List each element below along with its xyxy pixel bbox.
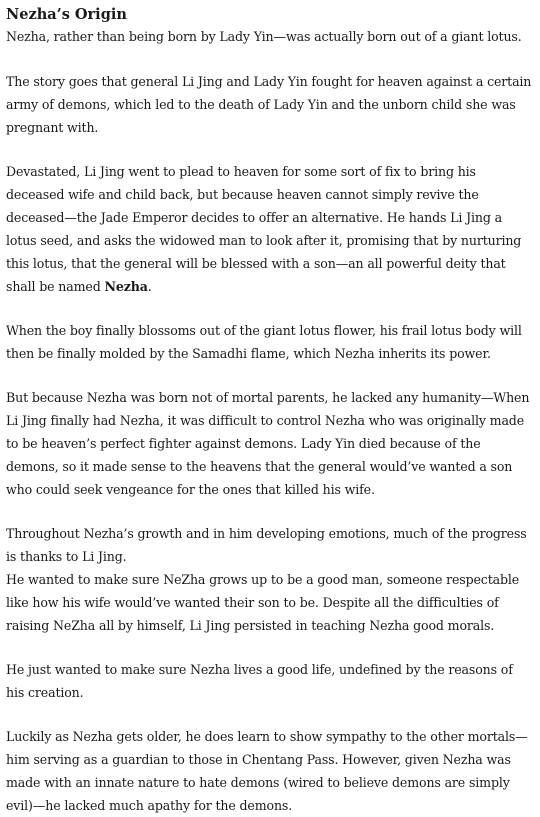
intro-paragraph: Nezha, rather than being born by Lady Yin—was actually born out of a giant lotus. (6, 29, 522, 44)
paragraph-lacked-humanity: But because Nezha was born not of mortal parents, he lacked any humanity—When Li Jing finally had Nezha, it was difficult to control Nezha who was originally made to be heaven’s perfect fighter against demons. Lady Yin died because of the demons, so it made sense to the heavens that the general would’ve wanted a son who could seek vengeance for the ones that killed his wife. (6, 390, 530, 497)
paragraph-lotus-seed (6, 160, 534, 298)
paragraph-samadhi-flame: When the boy finally blossoms out of the giant lotus flower, his frail lotus body will then be finally molded by the Samadhi flame, which Nezha inherits its power. (6, 323, 522, 361)
paragraph-lotus-seed-text: Devastated, Li Jing went to plead to heaven for some sort of fix to bring his deceased wife and child back, but because heaven cannot simply revive the deceased—the Jade Emperor decides to offer an alternative. He hands Li Jing a lotus seed, and asks the widowed man to look after it, promising that by nurturing this lotus, that the general will be blessed with a son—an all powerful deity that shall be named (6, 164, 522, 294)
article-title: Nezha’s Origin (6, 6, 127, 23)
paragraph-story-begins: The story goes that general Li Jing and Lady Yin fought for heaven against a certain army of demons, which led to the death of Lady Yin and the unborn child she was pregnant with. (6, 74, 532, 135)
paragraph-lotus-seed-end: . (147, 279, 152, 294)
paragraph-growth: Throughout Nezha’s growth and in him developing emotions, much of the progress is thanks to Li Jing. (6, 526, 527, 564)
paragraph-good-life: He just wanted to make sure Nezha lives a good life, undefined by the reasons of his creation. (6, 662, 513, 700)
paragraph-sympathy: Luckily as Nezha gets older, he does learn to show sympathy to the other mortals—him serving as a guardian to those in Chentang Pass. However, given Nezha was made with an innate nature to hate demons (wired to believe demons are simply evil)—he lacked much apathy for the demons. (6, 729, 528, 813)
paragraph-good-morals: He wanted to make sure NeZha grows up to be a good man, someone respectable like how his wife would’ve wanted their son to be. Despite all the difficulties of raising NeZha all by himself, Li Jing persisted in teaching Nezha good morals. (6, 572, 520, 633)
nezha-name-bold: Nezha (104, 279, 148, 294)
